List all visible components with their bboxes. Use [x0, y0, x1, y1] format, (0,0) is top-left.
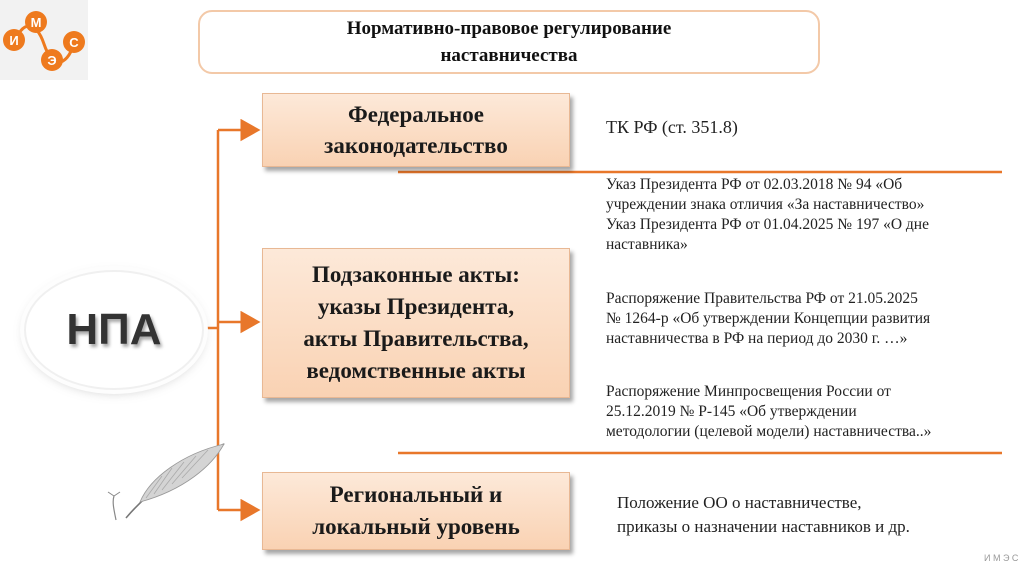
logo-letter-2: М [30, 15, 42, 30]
logo-graphic [0, 0, 88, 80]
doc-tk: ТК РФ (ст. 351.8) [606, 117, 738, 137]
category-subordinate-line2: указы Президента, [317, 294, 515, 319]
npa-ellipse [24, 270, 204, 390]
category-regional [262, 472, 570, 550]
doc-order2-line1: Распоряжение Минпросвещения России от [606, 383, 891, 400]
logo-letter-1: И [9, 33, 19, 48]
doc-regional [617, 491, 910, 539]
category-regional-line2: локальный уровень [312, 514, 520, 539]
logo [0, 0, 88, 80]
category-federal [262, 93, 570, 167]
doc-order1-line1: Распоряжение Правительства РФ от 21.05.2025 [606, 290, 918, 307]
doc-regional-line2: приказы о назначении наставников и др. [617, 517, 910, 536]
doc-decrees [606, 175, 929, 255]
doc-order2 [606, 382, 931, 442]
footer-mark: И М Э С [984, 553, 1019, 563]
doc-order1 [606, 289, 930, 349]
category-federal-line2: законодательство [324, 133, 508, 158]
category-federal-line1: Федеральное [347, 102, 485, 127]
doc-order2-line3: методологии (целевой модели) наставничества..» [606, 423, 932, 440]
doc-decree1-line1: Указ Президента РФ от 02.03.2018 № 94 «Об [606, 176, 903, 193]
doc-decree2-line1: Указ Президента РФ от 01.04.2025 № 197 «О дне [606, 216, 929, 233]
category-regional-line1: Региональный и [329, 482, 503, 507]
doc-order1-line3: наставничества в РФ на период до 2030 г. …» [606, 330, 908, 347]
doc-regional-line1: Положение ОО о наставничестве, [617, 493, 862, 512]
doc-decree2-line2: наставника» [606, 236, 688, 253]
doc-order2-line2: 25.12.2019 № Р-145 «Об утверждении [606, 403, 857, 420]
doc-order1-line2: № 1264-р «Об утверждении Концепции развития [606, 310, 931, 327]
page-title-line1: Нормативно-правовое регулирование [346, 18, 672, 39]
category-subordinate [262, 248, 570, 398]
page-title [198, 10, 820, 74]
page-title-line2: наставничества [440, 45, 578, 66]
category-subordinate-line3: акты Правительства, [303, 326, 529, 351]
logo-letter-4: С [69, 35, 79, 50]
npa-label: НПА [66, 305, 162, 354]
quill-icon [100, 440, 230, 526]
doc-decree1-line2: учреждении знака отличия «За наставничество» [606, 196, 925, 213]
logo-letter-3: Э [47, 53, 57, 68]
category-subordinate-line4: ведомственные акты [306, 358, 526, 383]
category-subordinate-line1: Подзаконные акты: [312, 262, 520, 287]
